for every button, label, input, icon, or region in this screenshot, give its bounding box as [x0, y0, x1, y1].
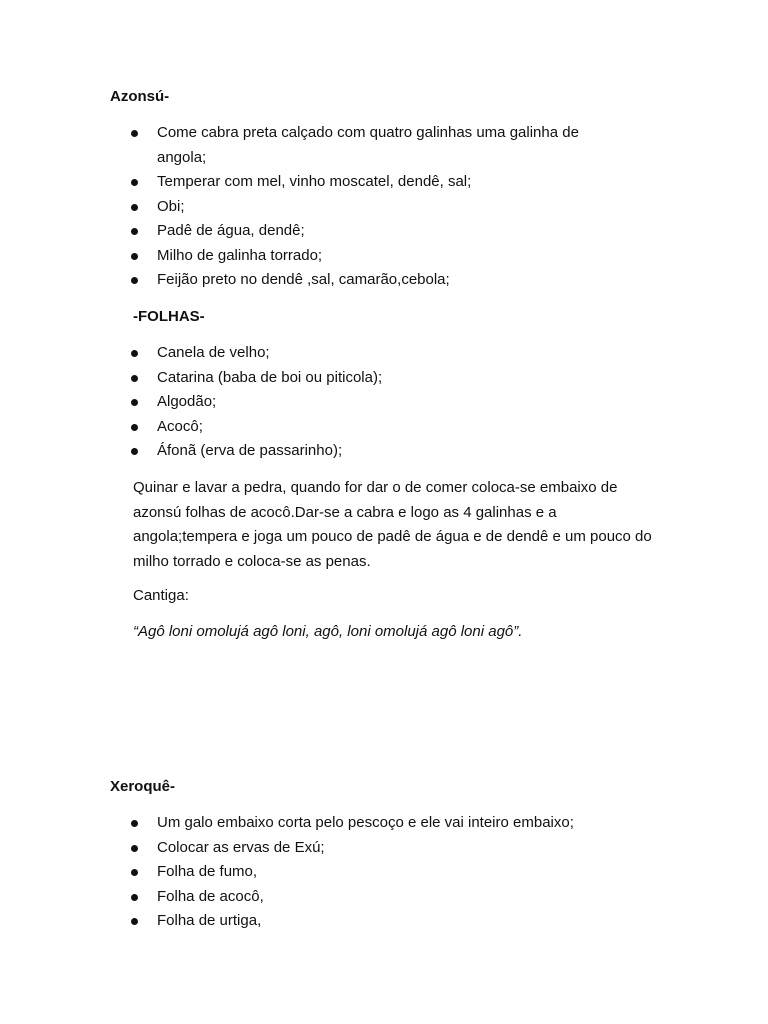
- list-item: Feijão preto no dendê ,sal, camarão,cebola;: [0, 268, 768, 293]
- folhas-list: [0, 341, 768, 464]
- section-subtitle-folhas: -FOLHAS-: [133, 308, 205, 325]
- list-item: Canela de velho;: [0, 341, 768, 366]
- list-item: Colocar as ervas de Exú;: [0, 836, 768, 861]
- azonsu-ingredients-list: [0, 121, 768, 293]
- list-item: Catarina (baba de boi ou piticola);: [0, 366, 768, 391]
- list-item: Come cabra preta calçado com quatro galinhas uma galinha de angola;: [0, 121, 768, 170]
- list-item: Acocô;: [0, 415, 768, 440]
- list-item: Folha de urtiga,: [0, 909, 768, 934]
- list-item: Milho de galinha torrado;: [0, 244, 768, 269]
- list-item: Obi;: [0, 195, 768, 220]
- song-text: “Agô loni omolujá agô loni, agô, loni omolujá agô loni agô”.: [133, 623, 523, 640]
- section-title-azonsu: Azonsú-: [110, 88, 170, 105]
- list-item: Folha de acocô,: [0, 885, 768, 910]
- xeroque-items-list: [0, 811, 768, 934]
- song-label: Cantiga:: [133, 587, 189, 604]
- list-item: Um galo embaixo corta pelo pescoço e ele vai inteiro embaixo;: [0, 811, 768, 836]
- list-item: Algodão;: [0, 390, 768, 415]
- list-item: Temperar com mel, vinho moscatel, dendê, sal;: [0, 170, 768, 195]
- preparation-paragraph: Quinar e lavar a pedra, quando for dar o de comer coloca-se embaixo de azonsú folhas de acocô.Dar-se a cabra e logo as 4 galinhas e a angola;tempera e joga um pouco de padê de água e de dendê e um pouco do milho torrado e coloca-se as penas.: [133, 479, 652, 570]
- list-item: Áfonã (erva de passarinho);: [0, 439, 768, 464]
- list-item: Folha de fumo,: [0, 860, 768, 885]
- list-item: Padê de água, dendê;: [0, 219, 768, 244]
- section-title-xeroque: Xeroquê-: [110, 778, 176, 795]
